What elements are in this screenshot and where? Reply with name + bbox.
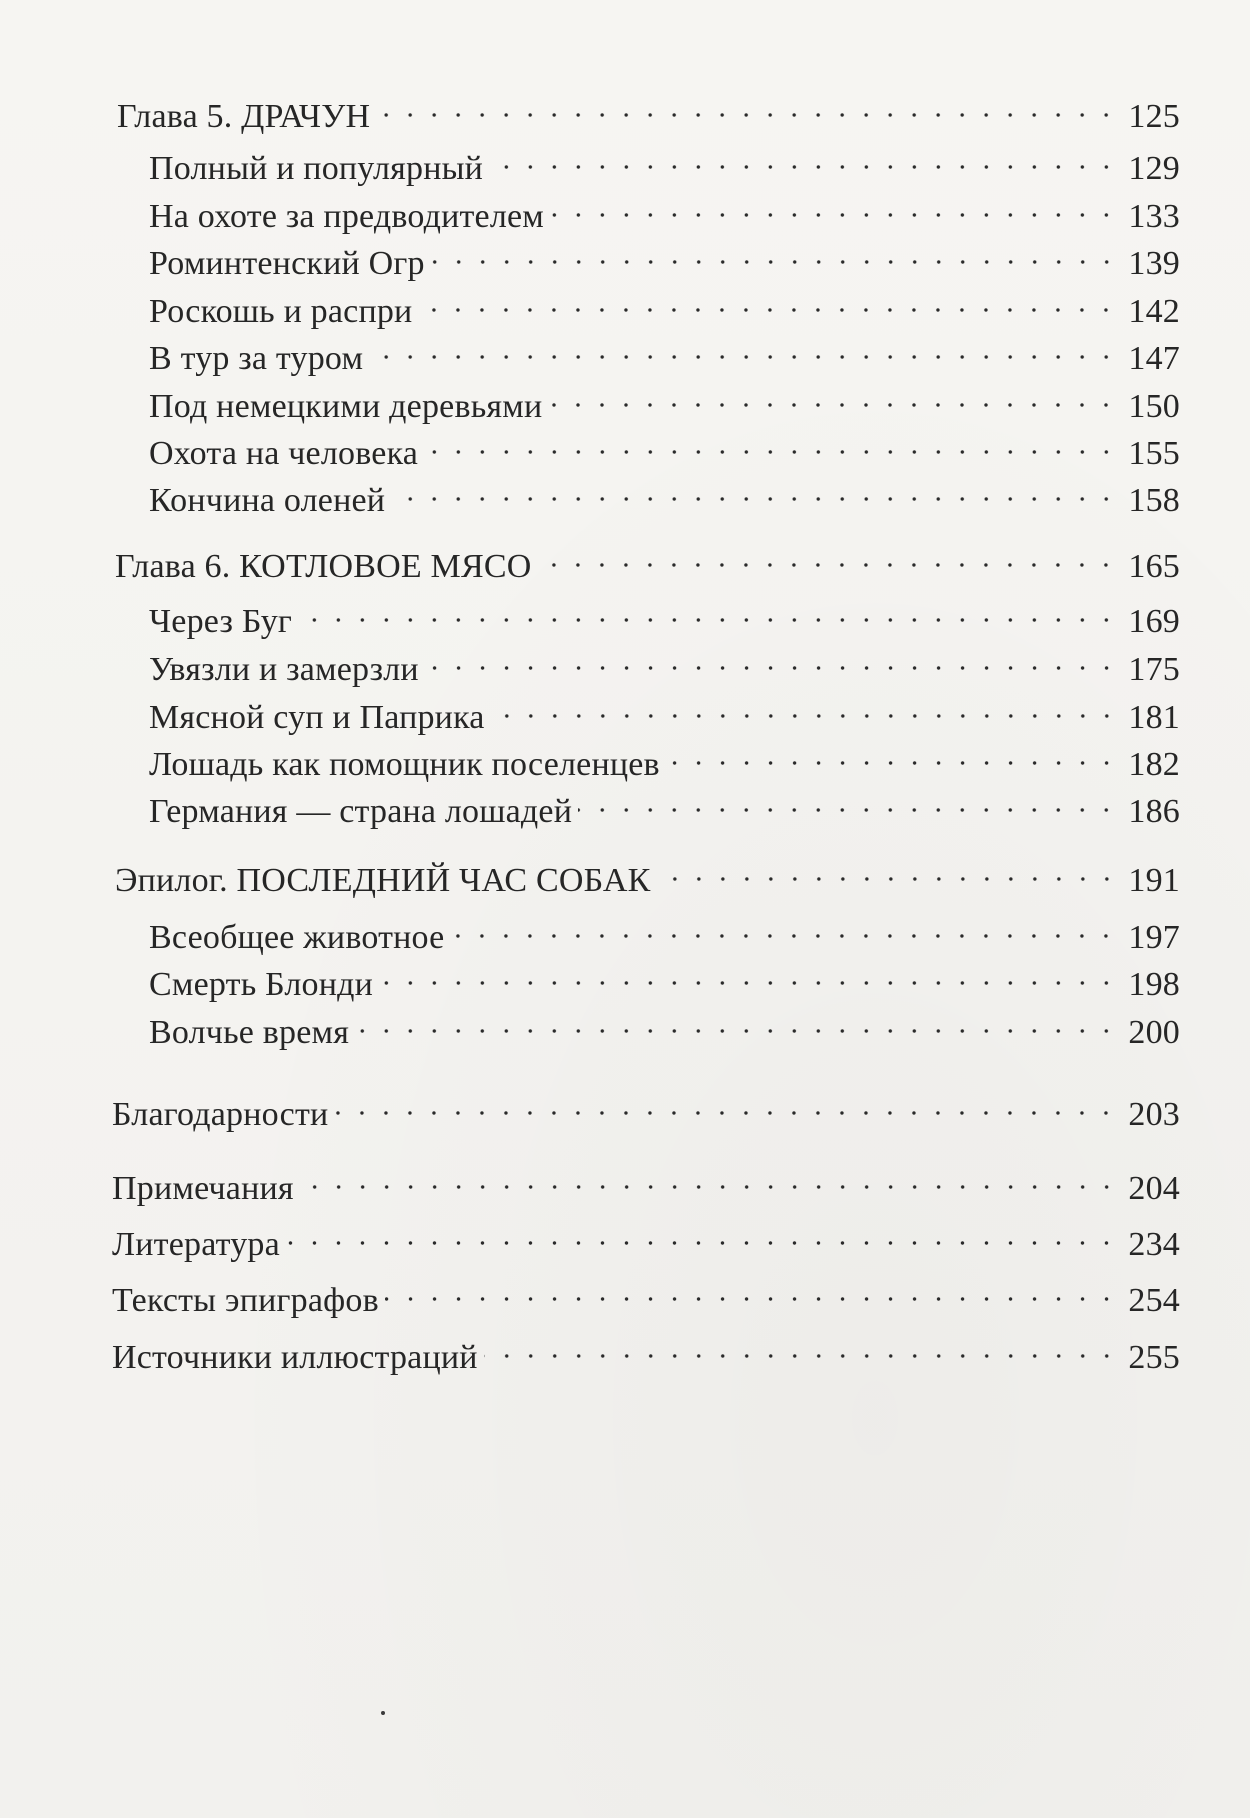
toc-subsection <box>149 592 1180 642</box>
toc-entry-title: Лошадь как помощник поселенцев <box>149 746 660 783</box>
dot-leader <box>550 187 1118 227</box>
toc-subsection <box>149 471 1180 521</box>
toc-subsection <box>149 782 1180 832</box>
toc-entry-title: Охота на человека <box>149 435 419 472</box>
toc-entry-title: Увязли и замерзли <box>149 651 419 688</box>
dot-leader <box>491 688 1119 728</box>
dot-leader <box>548 377 1118 417</box>
toc-entry-title: Глава 5. ДРАЧУН <box>117 98 371 135</box>
toc-page-number: 203 <box>1128 1096 1180 1133</box>
toc-page-number: 198 <box>1128 966 1180 1003</box>
toc-subsection <box>149 424 1180 474</box>
toc-page-number: 200 <box>1128 1014 1180 1051</box>
dot-leader <box>657 851 1119 891</box>
toc-acknowledgements <box>112 1085 1180 1135</box>
dot-leader <box>578 782 1118 822</box>
toc-page-number: 191 <box>1128 862 1180 899</box>
toc-entry-title: Глава 6. КОТЛОВОЕ МЯСО <box>115 548 532 585</box>
dot-leader <box>379 955 1118 995</box>
toc-page-number: 255 <box>1128 1339 1180 1376</box>
toc-chapter-5 <box>117 87 1180 137</box>
toc-page-number: 150 <box>1128 388 1180 425</box>
toc-entry-title: Благодарности <box>112 1096 329 1133</box>
toc-entry-title: Германия — страна лошадей <box>149 793 573 830</box>
toc-chapter-6 <box>115 537 1180 587</box>
dot-leader <box>298 592 1118 632</box>
dot-leader <box>334 1085 1118 1125</box>
toc-entry-title: Полный и популярный <box>149 150 484 187</box>
dot-leader <box>537 537 1118 577</box>
toc-subsection <box>149 234 1180 284</box>
toc-subsection <box>149 139 1180 189</box>
dot-leader <box>431 234 1119 274</box>
toc-page-number: 181 <box>1128 699 1180 736</box>
toc-entry-title: Примечания <box>112 1170 294 1207</box>
toc-subsection <box>149 908 1180 958</box>
toc-subsection <box>149 187 1180 237</box>
dot-leader <box>369 329 1118 369</box>
dot-leader <box>489 139 1118 179</box>
toc-entry-title: Через Буг <box>149 603 293 640</box>
toc-entry-title: Роскошь и распри <box>149 293 413 330</box>
dot-leader <box>424 424 1118 464</box>
toc-page-number: 142 <box>1128 293 1180 330</box>
dot-leader <box>484 1328 1119 1368</box>
toc-subsection <box>149 640 1180 690</box>
toc-entry-title: Тексты эпиграфов <box>112 1282 379 1319</box>
toc-entry-title: Кончина оленей <box>149 482 386 519</box>
toc-entry-title: Эпилог. ПОСЛЕДНИЙ ЧАС СОБАК <box>115 862 651 899</box>
toc-subsection <box>149 377 1180 427</box>
toc-entry-title: Волчье время <box>149 1014 350 1051</box>
dot-leader <box>450 908 1118 948</box>
toc-entry-title: Смерть Блонди <box>149 966 374 1003</box>
dot-leader <box>385 1271 1119 1311</box>
toc-subsection <box>149 329 1180 379</box>
toc-entry-title: Роминтенский Огр <box>149 245 425 282</box>
toc-page-number: 182 <box>1128 746 1180 783</box>
toc-entry-title: В тур за туром <box>149 340 364 377</box>
toc-page-number: 133 <box>1128 198 1180 235</box>
toc-epigraph-texts <box>112 1271 1180 1321</box>
toc-epilogue <box>115 851 1180 901</box>
toc-subsection <box>149 1003 1180 1053</box>
toc-entry-title: Под немецкими деревьями <box>149 388 543 425</box>
ink-speck <box>381 1711 385 1715</box>
dot-leader <box>425 640 1119 680</box>
toc-page-number: 175 <box>1128 651 1180 688</box>
toc-entry-title: Всеобщее животное <box>149 919 445 956</box>
toc-page-number: 165 <box>1128 548 1180 585</box>
toc-page-number: 158 <box>1128 482 1180 519</box>
toc-entry-title: Источники иллюстраций <box>112 1339 478 1376</box>
toc-subsection <box>149 955 1180 1005</box>
dot-leader <box>666 735 1119 775</box>
dot-leader <box>355 1003 1118 1043</box>
toc-page-number: 147 <box>1128 340 1180 377</box>
toc-page-number: 234 <box>1128 1226 1180 1263</box>
toc-entry-title: Литература <box>112 1226 280 1263</box>
toc-page-number: 186 <box>1128 793 1180 830</box>
toc-page-number: 139 <box>1128 245 1180 282</box>
toc-illustration-sources <box>112 1328 1180 1378</box>
dot-leader <box>376 87 1118 127</box>
dot-leader <box>300 1159 1119 1199</box>
toc-literature <box>112 1215 1180 1265</box>
toc-page-number: 204 <box>1128 1170 1180 1207</box>
toc-subsection <box>149 688 1180 738</box>
toc-entry-title: На охоте за предводителем <box>149 198 545 235</box>
toc-subsection <box>149 735 1180 785</box>
toc-entry-title: Мясной суп и Паприка <box>149 699 485 736</box>
dot-leader <box>391 471 1118 511</box>
dot-leader <box>418 282 1118 322</box>
dot-leader <box>286 1215 1118 1255</box>
toc-page-number: 169 <box>1128 603 1180 640</box>
toc-page-number: 197 <box>1128 919 1180 956</box>
toc-page-number: 125 <box>1128 98 1180 135</box>
toc-page-number: 155 <box>1128 435 1180 472</box>
toc-page-number: 129 <box>1128 150 1180 187</box>
toc-notes <box>112 1159 1180 1209</box>
toc-subsection <box>149 282 1180 332</box>
toc-page-number: 254 <box>1128 1282 1180 1319</box>
